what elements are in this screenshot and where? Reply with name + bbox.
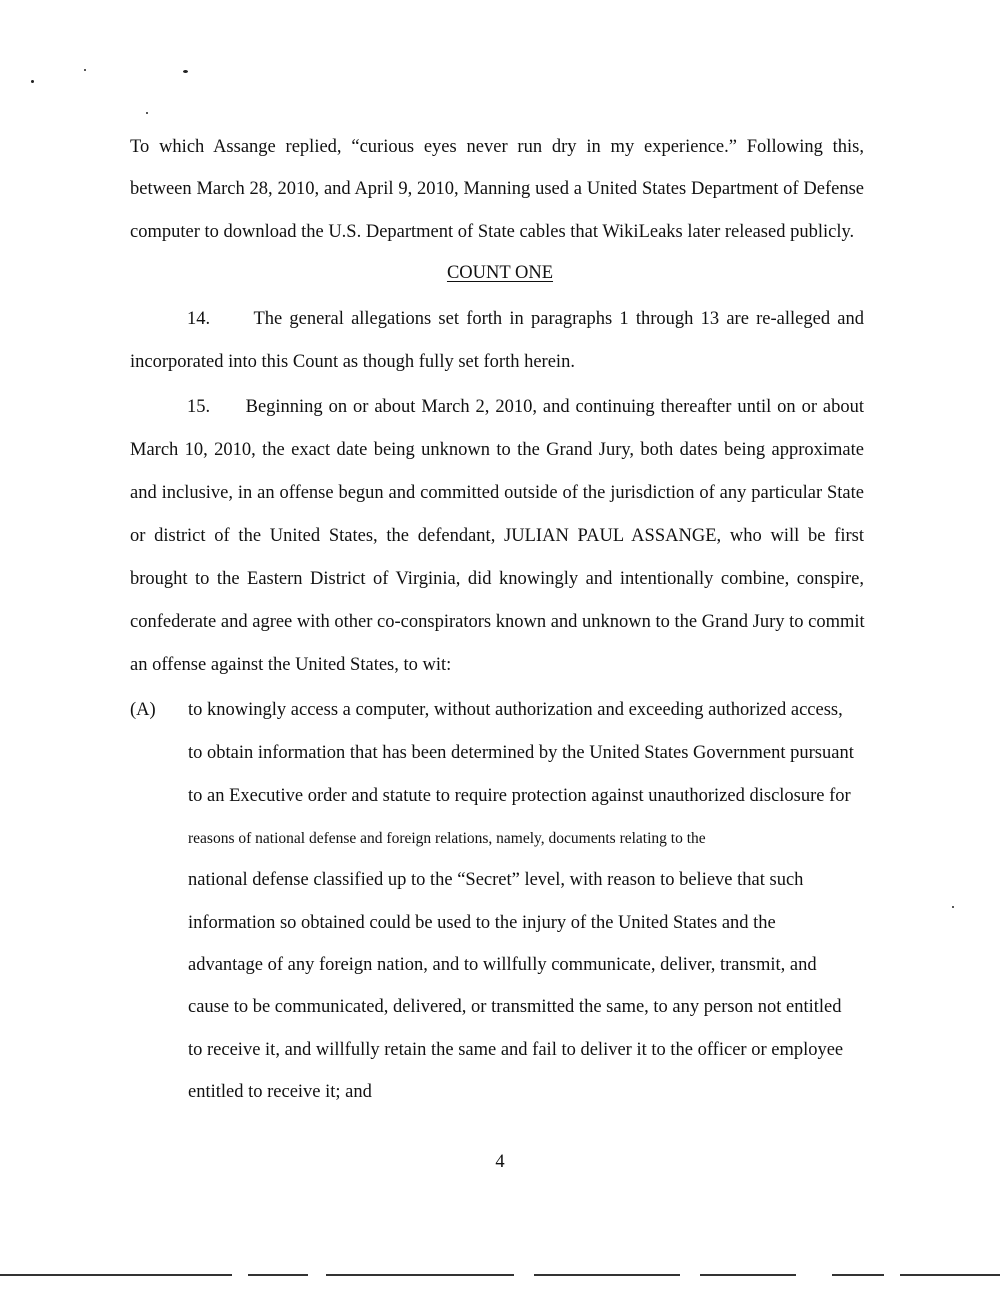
text-line: reasons of national defense and foreign relations, namely, documents relating to the bbox=[188, 830, 706, 847]
text-line: computer to download the U.S. Department of State cables that WikiLeaks later released publicly. bbox=[130, 222, 855, 242]
text-line: 14. The general allegations set forth in paragraphs 1 through 13 are re-alleged and bbox=[187, 309, 864, 329]
footer-rule-segment bbox=[0, 1274, 232, 1276]
text-line: confederate and agree with other co-conspirators known and unknown to the Grand Jury to commit bbox=[130, 612, 865, 632]
text-line: cause to be communicated, delivered, or transmitted the same, to any person not entitled bbox=[188, 997, 842, 1017]
text-line: advantage of any foreign nation, and to willfully communicate, deliver, transmit, and bbox=[188, 955, 817, 975]
footer-rule-segment bbox=[326, 1274, 514, 1276]
scan-speck bbox=[84, 69, 86, 71]
text-line: to an Executive order and statute to require protection against unauthorized disclosure for bbox=[188, 786, 851, 806]
footer-rule-segment bbox=[534, 1274, 680, 1276]
count-heading: COUNT ONE bbox=[446, 263, 554, 283]
footer-rule-segment bbox=[700, 1274, 796, 1276]
text-line: To which Assange replied, “curious eyes never run dry in my experience.” Following this, bbox=[130, 137, 864, 157]
text-line: entitled to receive it; and bbox=[188, 1082, 372, 1102]
scan-speck bbox=[31, 80, 34, 83]
text-line: an offense against the United States, to wit: bbox=[130, 655, 452, 675]
text-line: between March 28, 2010, and April 9, 2010, Manning used a United States Department of Defense bbox=[130, 179, 864, 199]
text-line: 15. Beginning on or about March 2, 2010, and continuing thereafter until on or about bbox=[187, 397, 864, 417]
text-line: March 10, 2010, the exact date being unknown to the Grand Jury, both dates being approximate bbox=[130, 440, 864, 460]
text-line: and inclusive, in an offense begun and committed outside of the jurisdiction of any particular State bbox=[130, 483, 864, 503]
text-line: to receive it, and willfully retain the same and fail to deliver it to the officer or employee bbox=[188, 1040, 844, 1060]
text-line: or district of the United States, the defendant, JULIAN PAUL ASSANGE, who will be first bbox=[130, 526, 864, 546]
scan-speck bbox=[183, 70, 188, 73]
text-line: to knowingly access a computer, without authorization and exceeding authorized access, bbox=[188, 700, 843, 720]
page-number: 4 bbox=[495, 1152, 505, 1172]
footer-rule-segment bbox=[832, 1274, 884, 1276]
text-line: brought to the Eastern District of Virginia, did knowingly and intentionally combine, conspire, bbox=[130, 569, 864, 589]
scan-speck bbox=[146, 112, 148, 114]
text-line: national defense classified up to the “Secret” level, with reason to believe that such bbox=[188, 870, 804, 890]
footer-rule-segment bbox=[248, 1274, 308, 1276]
footer-rule-segment bbox=[900, 1274, 1000, 1276]
item-marker: (A) bbox=[130, 700, 156, 720]
text-line: incorporated into this Count as though fully set forth herein. bbox=[130, 352, 575, 372]
text-line: information so obtained could be used to the injury of the United States and the bbox=[188, 913, 776, 933]
scan-speck bbox=[952, 906, 954, 908]
text-line: to obtain information that has been determined by the United States Government pursuant bbox=[188, 743, 854, 763]
